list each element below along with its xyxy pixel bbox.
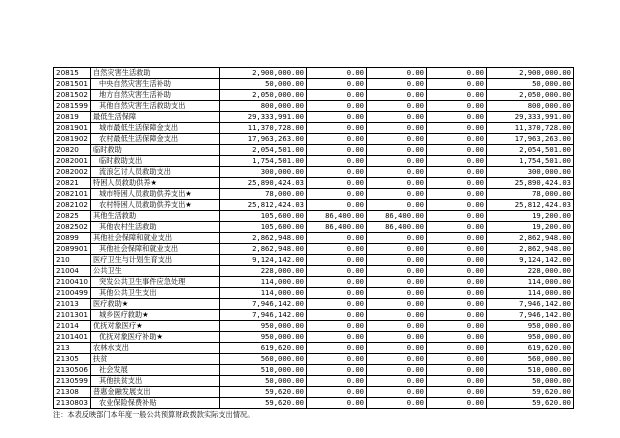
project-expenditure-cell: 2,862,948.00 [487,233,574,244]
total-amount-cell: 2,862,948.00 [220,233,307,244]
total-amount-cell: 114,000.00 [220,277,307,288]
total-amount-cell: 950,000.00 [220,321,307,332]
project-expenditure-cell: 78,000.00 [487,189,574,200]
table-row [54,200,574,211]
total-amount-cell: 1,754,501.00 [220,156,307,167]
staff-expenditure-cell: 0.00 [367,266,427,277]
table-row [54,277,574,288]
project-expenditure-cell: 9,124,142.00 [487,255,574,266]
staff-expenditure-cell: 0.00 [367,321,427,332]
staff-expenditure-cell: 0.00 [367,332,427,343]
staff-expenditure-cell: 0.00 [367,343,427,354]
basic-expenditure-cell: 0.00 [307,288,367,299]
item-name-cell: 普惠金融发展支出 [91,387,220,398]
item-name-cell: 特困人员救助供养★ [91,178,220,189]
project-expenditure-cell: 950,000.00 [487,321,574,332]
item-name-cell: 其他公共卫生支出 [91,288,220,299]
project-expenditure-cell: 7,946,142.00 [487,299,574,310]
project-expenditure-cell: 50,000.00 [487,376,574,387]
basic-expenditure-cell: 0.00 [307,156,367,167]
public-expenditure-cell: 0.00 [427,332,487,343]
basic-expenditure-cell: 0.00 [307,310,367,321]
expenditure-table-sheet [53,67,574,420]
public-expenditure-cell: 0.00 [427,376,487,387]
staff-expenditure-cell: 0.00 [367,277,427,288]
basic-expenditure-cell: 0.00 [307,255,367,266]
code-cell: 2081599 [54,101,91,112]
item-name-cell: 优抚对象医疗补助★ [91,332,220,343]
code-cell: 21308 [54,387,91,398]
table-row [54,156,574,167]
table-row [54,332,574,343]
item-name-cell: 突发公共卫生事件应急处理 [91,277,220,288]
code-cell: 2081902 [54,134,91,145]
basic-expenditure-cell: 0.00 [307,123,367,134]
project-expenditure-cell: 29,333,991.00 [487,112,574,123]
total-amount-cell: 7,946,142.00 [220,310,307,321]
code-cell: 20819 [54,112,91,123]
basic-expenditure-cell: 0.00 [307,167,367,178]
basic-expenditure-cell: 0.00 [307,233,367,244]
item-name-cell: 其他生活救助 [91,211,220,222]
basic-expenditure-cell: 0.00 [307,134,367,145]
project-expenditure-cell: 19,200.00 [487,211,574,222]
public-expenditure-cell: 0.00 [427,178,487,189]
table-row [54,112,574,123]
table-note: 注：本表反映部门本年度一般公共预算财政拨款实际支出情况。 [53,410,255,419]
public-expenditure-cell: 0.00 [427,277,487,288]
basic-expenditure-cell: 0.00 [307,90,367,101]
item-name-cell: 优抚对象医疗★ [91,321,220,332]
code-cell: 20821 [54,178,91,189]
public-expenditure-cell: 0.00 [427,398,487,409]
total-amount-cell: 2,862,948.00 [220,244,307,255]
project-expenditure-cell: 19,200.00 [487,222,574,233]
project-expenditure-cell: 300,000.00 [487,167,574,178]
table-row [54,343,574,354]
code-cell: 2082102 [54,200,91,211]
table-row [54,134,574,145]
public-expenditure-cell: 0.00 [427,200,487,211]
staff-expenditure-cell: 86,400.00 [367,211,427,222]
code-cell: 2082002 [54,167,91,178]
public-expenditure-cell: 0.00 [427,255,487,266]
code-cell: 2100499 [54,288,91,299]
item-name-cell: 城市特困人员救助供养支出★ [91,189,220,200]
table-row [54,68,574,79]
table-row [54,387,574,398]
total-amount-cell: 105,600.00 [220,222,307,233]
item-name-cell: 其他农村生活救助 [91,222,220,233]
table-row [54,365,574,376]
staff-expenditure-cell: 0.00 [367,398,427,409]
public-expenditure-cell: 0.00 [427,233,487,244]
public-expenditure-cell: 0.00 [427,145,487,156]
table-row [54,398,574,409]
staff-expenditure-cell: 0.00 [367,255,427,266]
public-expenditure-cell: 0.00 [427,266,487,277]
staff-expenditure-cell: 0.00 [367,387,427,398]
table-row [54,244,574,255]
table-row [54,233,574,244]
item-name-cell: 农业保险保费补贴 [91,398,220,409]
code-cell: 2082001 [54,156,91,167]
public-expenditure-cell: 0.00 [427,222,487,233]
project-expenditure-cell: 17,963,263.00 [487,134,574,145]
basic-expenditure-cell: 0.00 [307,79,367,90]
staff-expenditure-cell: 0.00 [367,79,427,90]
staff-expenditure-cell: 0.00 [367,90,427,101]
item-name-cell: 自然灾害生活救助 [91,68,220,79]
project-expenditure-cell: 510,000.00 [487,365,574,376]
item-name-cell: 社会发展 [91,365,220,376]
basic-expenditure-cell: 0.00 [307,101,367,112]
total-amount-cell: 17,963,263.00 [220,134,307,145]
item-name-cell: 最低生活保障 [91,112,220,123]
total-amount-cell: 29,333,991.00 [220,112,307,123]
total-amount-cell: 228,000.00 [220,266,307,277]
expenditure-table [53,67,574,409]
code-cell: 210 [54,255,91,266]
table-row [54,222,574,233]
basic-expenditure-cell: 0.00 [307,354,367,365]
staff-expenditure-cell: 0.00 [367,299,427,310]
table-row [54,123,574,134]
public-expenditure-cell: 0.00 [427,79,487,90]
project-expenditure-cell: 800,000.00 [487,101,574,112]
basic-expenditure-cell: 0.00 [307,244,367,255]
staff-expenditure-cell: 0.00 [367,354,427,365]
table-row [54,376,574,387]
project-expenditure-cell: 619,620.00 [487,343,574,354]
total-amount-cell: 105,600.00 [220,211,307,222]
total-amount-cell: 59,620.00 [220,387,307,398]
item-name-cell: 地方自然灾害生活补助 [91,90,220,101]
table-row [54,299,574,310]
basic-expenditure-cell: 0.00 [307,145,367,156]
code-cell: 21013 [54,299,91,310]
project-expenditure-cell: 25,890,424.03 [487,178,574,189]
item-name-cell: 医疗救助★ [91,299,220,310]
basic-expenditure-cell: 0.00 [307,343,367,354]
staff-expenditure-cell: 0.00 [367,189,427,200]
item-name-cell: 公共卫生 [91,266,220,277]
table-row [54,101,574,112]
item-name-cell: 医疗卫生与计划生育支出 [91,255,220,266]
basic-expenditure-cell: 86,400.00 [307,211,367,222]
item-name-cell: 中央自然灾害生活补助 [91,79,220,90]
project-expenditure-cell: 2,900,000.00 [487,68,574,79]
item-name-cell: 城乡医疗救助★ [91,310,220,321]
total-amount-cell: 2,054,501.00 [220,145,307,156]
project-expenditure-cell: 11,370,728.00 [487,123,574,134]
table-row [54,178,574,189]
item-name-cell: 临时救助支出 [91,156,220,167]
staff-expenditure-cell: 0.00 [367,376,427,387]
basic-expenditure-cell: 0.00 [307,277,367,288]
public-expenditure-cell: 0.00 [427,299,487,310]
basic-expenditure-cell: 0.00 [307,266,367,277]
project-expenditure-cell: 59,620.00 [487,398,574,409]
project-expenditure-cell: 50,000.00 [487,79,574,90]
code-cell: 2101301 [54,310,91,321]
table-row [54,189,574,200]
code-cell: 20899 [54,233,91,244]
table-row [54,167,574,178]
staff-expenditure-cell: 0.00 [367,310,427,321]
staff-expenditure-cell: 0.00 [367,145,427,156]
basic-expenditure-cell: 0.00 [307,321,367,332]
table-row [54,266,574,277]
code-cell: 21014 [54,321,91,332]
item-name-cell: 临时救助 [91,145,220,156]
total-amount-cell: 2,900,000.00 [220,68,307,79]
table-row [54,255,574,266]
code-cell: 2089901 [54,244,91,255]
project-expenditure-cell: 114,000.00 [487,288,574,299]
table-row [54,211,574,222]
public-expenditure-cell: 0.00 [427,189,487,200]
staff-expenditure-cell: 0.00 [367,365,427,376]
code-cell: 2101401 [54,332,91,343]
total-amount-cell: 59,620.00 [220,398,307,409]
staff-expenditure-cell: 0.00 [367,288,427,299]
item-name-cell: 流浪乞讨人员救助支出 [91,167,220,178]
total-amount-cell: 50,000.00 [220,79,307,90]
basic-expenditure-cell: 0.00 [307,178,367,189]
public-expenditure-cell: 0.00 [427,321,487,332]
public-expenditure-cell: 0.00 [427,310,487,321]
project-expenditure-cell: 2,054,501.00 [487,145,574,156]
table-row [54,90,574,101]
total-amount-cell: 114,000.00 [220,288,307,299]
public-expenditure-cell: 0.00 [427,167,487,178]
basic-expenditure-cell: 0.00 [307,299,367,310]
basic-expenditure-cell: 0.00 [307,200,367,211]
code-cell: 213 [54,343,91,354]
staff-expenditure-cell: 86,400.00 [367,222,427,233]
project-expenditure-cell: 2,050,000.00 [487,90,574,101]
staff-expenditure-cell: 0.00 [367,156,427,167]
staff-expenditure-cell: 0.00 [367,134,427,145]
public-expenditure-cell: 0.00 [427,156,487,167]
table-row [54,145,574,156]
code-cell: 20820 [54,145,91,156]
staff-expenditure-cell: 0.00 [367,244,427,255]
total-amount-cell: 560,000.00 [220,354,307,365]
item-name-cell: 其他自然灾害生活救助支出 [91,101,220,112]
basic-expenditure-cell: 86,400.00 [307,222,367,233]
item-name-cell: 城市最低生活保障金支出 [91,123,220,134]
basic-expenditure-cell: 0.00 [307,387,367,398]
basic-expenditure-cell: 0.00 [307,189,367,200]
item-name-cell: 农村最低生活保障金支出 [91,134,220,145]
basic-expenditure-cell: 0.00 [307,365,367,376]
public-expenditure-cell: 0.00 [427,123,487,134]
basic-expenditure-cell: 0.00 [307,68,367,79]
item-name-cell: 其他扶贫支出 [91,376,220,387]
code-cell: 2081502 [54,90,91,101]
public-expenditure-cell: 0.00 [427,343,487,354]
code-cell: 2100410 [54,277,91,288]
public-expenditure-cell: 0.00 [427,365,487,376]
code-cell: 20815 [54,68,91,79]
item-name-cell: 其他社会保障和就业支出 [91,244,220,255]
table-row [54,354,574,365]
total-amount-cell: 50,000.00 [220,376,307,387]
total-amount-cell: 300,000.00 [220,167,307,178]
public-expenditure-cell: 0.00 [427,244,487,255]
code-cell: 2130803 [54,398,91,409]
basic-expenditure-cell: 0.00 [307,376,367,387]
project-expenditure-cell: 560,000.00 [487,354,574,365]
project-expenditure-cell: 228,000.00 [487,266,574,277]
code-cell: 2081901 [54,123,91,134]
item-name-cell: 扶贫 [91,354,220,365]
public-expenditure-cell: 0.00 [427,354,487,365]
public-expenditure-cell: 0.00 [427,101,487,112]
staff-expenditure-cell: 0.00 [367,200,427,211]
code-cell: 20825 [54,211,91,222]
total-amount-cell: 800,000.00 [220,101,307,112]
table-row [54,79,574,90]
code-cell: 2082101 [54,189,91,200]
item-name-cell: 农林水支出 [91,343,220,354]
code-cell: 2082502 [54,222,91,233]
total-amount-cell: 2,050,000.00 [220,90,307,101]
staff-expenditure-cell: 0.00 [367,112,427,123]
total-amount-cell: 78,000.00 [220,189,307,200]
project-expenditure-cell: 2,862,948.00 [487,244,574,255]
total-amount-cell: 950,000.00 [220,332,307,343]
public-expenditure-cell: 0.00 [427,134,487,145]
staff-expenditure-cell: 0.00 [367,233,427,244]
item-name-cell: 其他社会保障和就业支出 [91,233,220,244]
public-expenditure-cell: 0.00 [427,387,487,398]
staff-expenditure-cell: 0.00 [367,123,427,134]
total-amount-cell: 7,946,142.00 [220,299,307,310]
total-amount-cell: 9,124,142.00 [220,255,307,266]
code-cell: 2130599 [54,376,91,387]
total-amount-cell: 619,620.00 [220,343,307,354]
code-cell: 21305 [54,354,91,365]
staff-expenditure-cell: 0.00 [367,167,427,178]
project-expenditure-cell: 25,812,424.03 [487,200,574,211]
table-row [54,321,574,332]
total-amount-cell: 25,890,424.03 [220,178,307,189]
total-amount-cell: 25,812,424.03 [220,200,307,211]
table-row [54,310,574,321]
public-expenditure-cell: 0.00 [427,112,487,123]
public-expenditure-cell: 0.00 [427,68,487,79]
project-expenditure-cell: 950,000.00 [487,332,574,343]
code-cell: 2130506 [54,365,91,376]
staff-expenditure-cell: 0.00 [367,178,427,189]
basic-expenditure-cell: 0.00 [307,112,367,123]
public-expenditure-cell: 0.00 [427,288,487,299]
total-amount-cell: 510,000.00 [220,365,307,376]
code-cell: 2081501 [54,79,91,90]
staff-expenditure-cell: 0.00 [367,101,427,112]
code-cell: 21004 [54,266,91,277]
table-row [54,288,574,299]
staff-expenditure-cell: 0.00 [367,68,427,79]
project-expenditure-cell: 1,754,501.00 [487,156,574,167]
item-name-cell: 农村特困人员救助供养支出★ [91,200,220,211]
project-expenditure-cell: 59,620.00 [487,387,574,398]
table-body [54,68,574,409]
public-expenditure-cell: 0.00 [427,90,487,101]
basic-expenditure-cell: 0.00 [307,398,367,409]
project-expenditure-cell: 7,946,142.00 [487,310,574,321]
basic-expenditure-cell: 0.00 [307,332,367,343]
total-amount-cell: 11,370,728.00 [220,123,307,134]
project-expenditure-cell: 114,000.00 [487,277,574,288]
public-expenditure-cell: 0.00 [427,211,487,222]
